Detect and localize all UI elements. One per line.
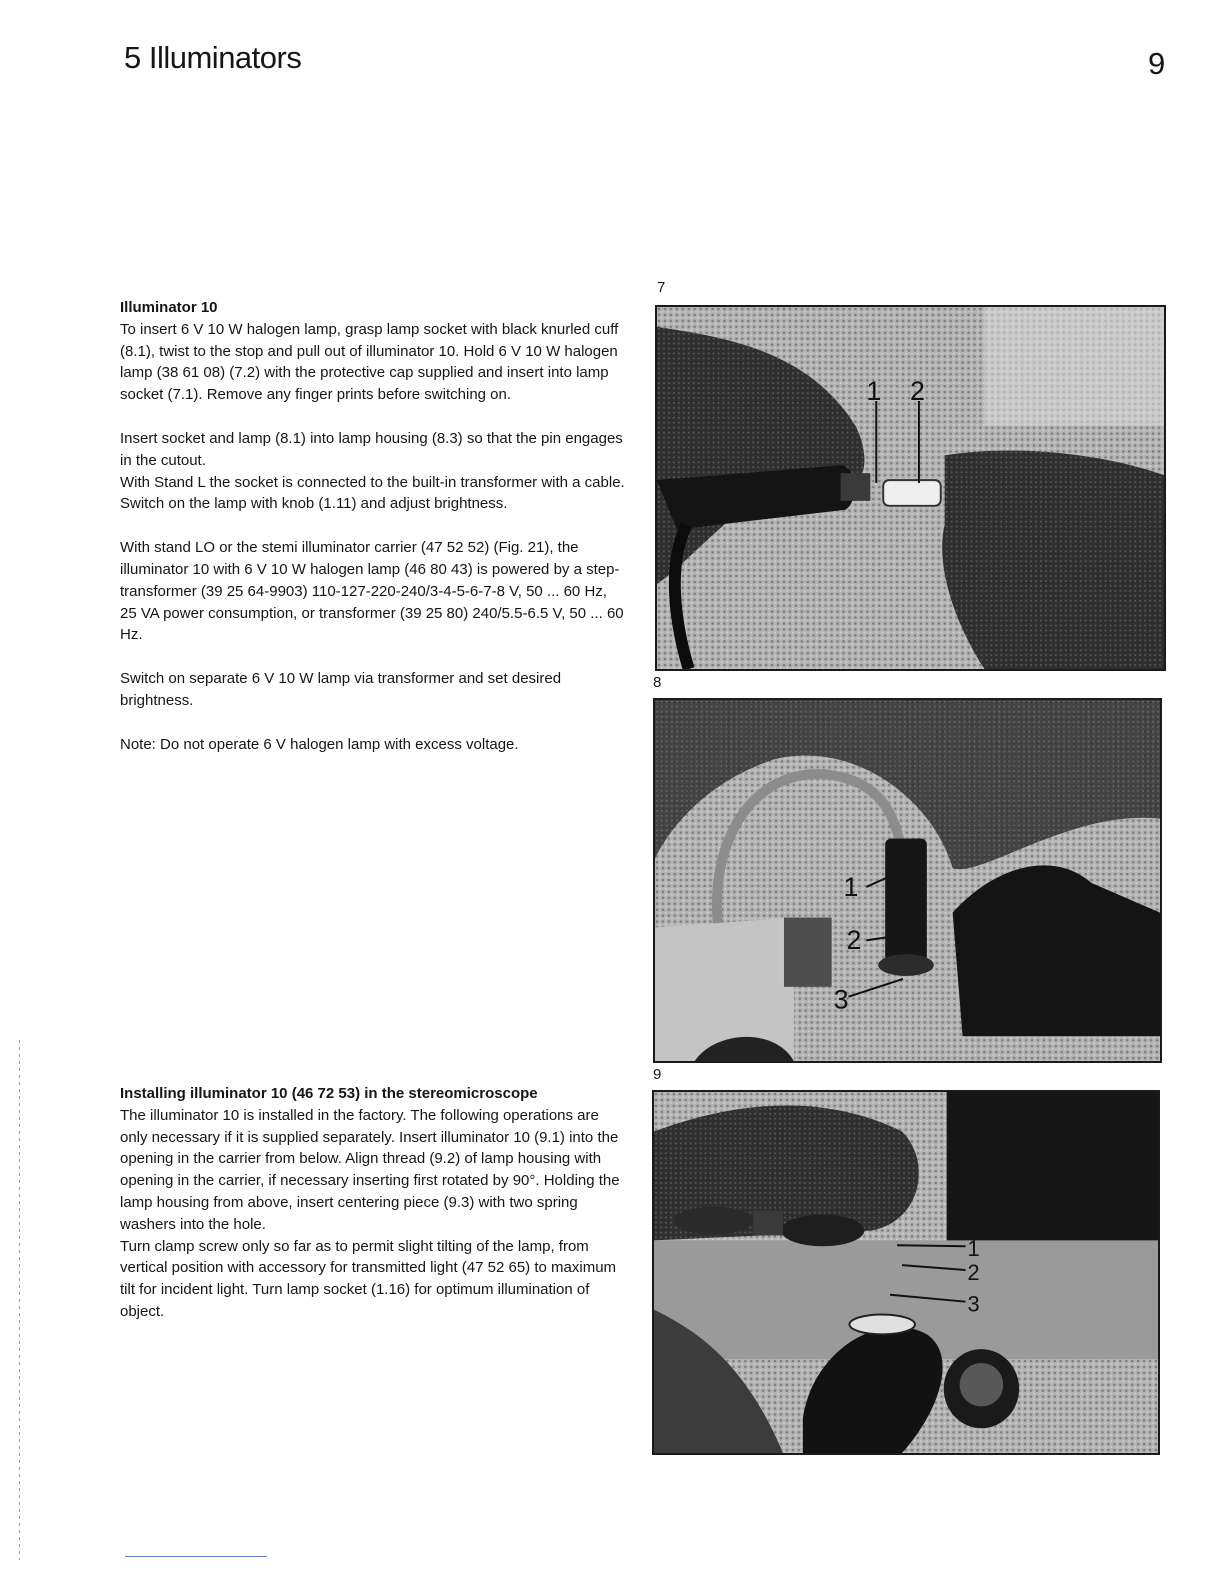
paragraph-line: Insert socket and lamp (8.1) into lamp housing (8.3) so that the pin engages in the cutout. (120, 429, 623, 469)
figure-8-photo (653, 698, 1162, 1063)
section-installing-illuminator (120, 1083, 625, 1323)
paragraph-text: Turn clamp screw only so far as to permit slight tilting of the lamp, from vertical position with accessory for transmitted light (47 52 65) to maximum tilt for incident light. Turn lamp socket (1.16) for optimum illumination of object. (120, 1237, 617, 1320)
callout-label: 2 (910, 376, 925, 406)
figure-label: 8 (653, 674, 662, 691)
paragraph-line: With Stand L the socket is connected to the built-in transformer with a cable. (120, 473, 625, 491)
footer-rule (125, 1556, 267, 1557)
section-heading: Installing illuminator 10 (46 72 53) in the stereomicroscope (120, 1085, 538, 1102)
lamp-insertion-illustration (657, 307, 1164, 669)
figure-label: 7 (657, 279, 666, 296)
callout-label: 1 (866, 376, 882, 406)
figure-label: 9 (653, 1066, 662, 1083)
callout-label: 2 (846, 925, 862, 956)
callout-label: 2 (967, 1259, 980, 1285)
callout-label: 3 (967, 1291, 980, 1317)
section-illuminator-10 (120, 297, 625, 778)
section-paragraph (120, 297, 625, 406)
figure-7-photo (655, 305, 1166, 671)
callout-label: 3 (833, 984, 849, 1015)
scan-edge-mark (19, 1040, 20, 1560)
paragraph-text: The illuminator 10 is installed in the factory. The following operations are only necessary if it is supplied separately. Insert illuminator 10 (9.1) into the opening in the carrier from below. Align thread (9.2) of lamp housing with opening in the carrier, if necessary inserting first rotated by 90°. Holding the lamp housing from above, insert centering piece (9.3) with two spring washers into the hole. (120, 1106, 620, 1233)
section-paragraph (120, 428, 625, 515)
lamp-housing-illustration (655, 700, 1160, 1061)
section-heading: Illuminator 10 (120, 299, 218, 316)
paragraph-line: Switch on the lamp with knob (1.11) and adjust brightness. (120, 495, 508, 513)
illuminator-installation-illustration (654, 1092, 1158, 1453)
note-paragraph: Note: Do not operate 6 V halogen lamp with excess voltage. (120, 735, 519, 753)
section-paragraph: Switch on separate 6 V 10 W lamp via transformer and set desired brightness. (120, 670, 562, 709)
section-paragraph (120, 1083, 625, 1323)
callout-label: 1 (843, 871, 859, 902)
page-number: 9 (1148, 46, 1166, 81)
section-paragraph: With stand LO or the stemi illuminator carrier (47 52 52) (Fig. 21), the illuminator 10 with 6 V 10 W halogen lamp (46 80 43) is powered by a step-transformer (39 25 64-9903) 110-127-220-240/3-4-5-6-7-8 V, 50 ... 60 Hz, 25 VA power consumption, or transformer (39 25 80) 240/5.5-6.5 V, 50 ... 60 Hz. (120, 539, 624, 644)
page-title: 5 Illuminators (124, 40, 302, 75)
figure-9-photo (652, 1090, 1160, 1455)
paragraph-text: To insert 6 V 10 W halogen lamp, grasp lamp socket with black knurled cuff (8.1), twist to the stop and pull out of illuminator 10. Hold 6 V 10 W halogen lamp (38 61 08) (7.2) with the protective cap supplied and insert into lamp socket (7.1). Remove any finger prints before switching on. (120, 320, 619, 404)
callout-label: 1 (967, 1236, 980, 1262)
